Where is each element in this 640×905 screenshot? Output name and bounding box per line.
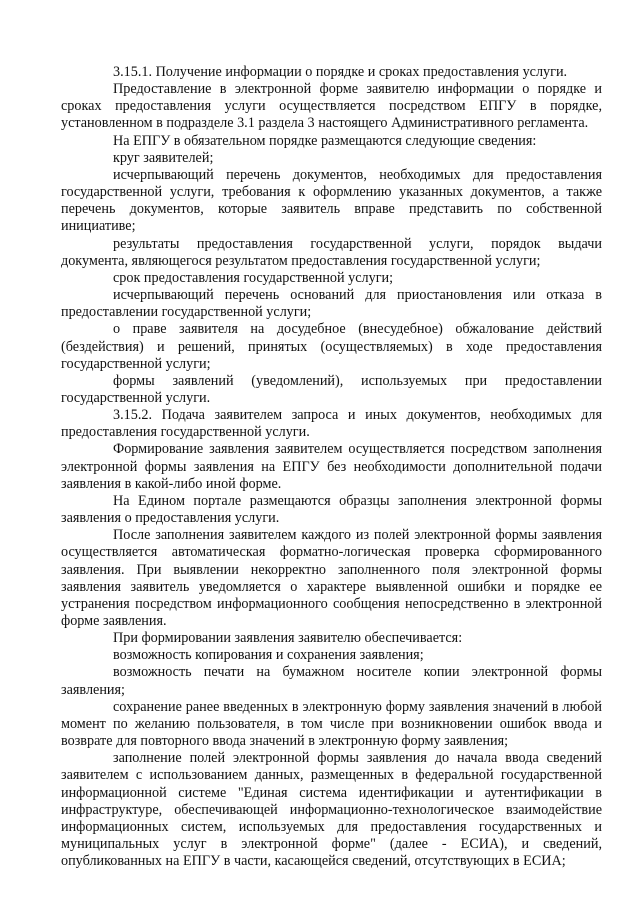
document-page (61, 64, 602, 870)
paragraph-epgu-info-list-intro: На ЕПГУ в обязательном порядке размещаются следующие сведения: (113, 132, 537, 149)
list-item-documents: исчерпывающий перечень документов, необходимых для предоставления государственной услуги, требования к оформлению указанных документов, а также перечень документов, которые заявитель вправе представить по собственной инициативе; (61, 166, 602, 235)
list-item-copy-save: возможность копирования и сохранения заявления; (113, 647, 424, 664)
paragraph-application-forming: Формирование заявления заявителем осуществляется посредством заполнения электронной формы заявления на ЕПГУ без необходимости дополнительной подачи заявления в какой-либо иной форме. (61, 441, 602, 492)
list-item-keep-values: сохранение ранее введенных в электронную форму заявления значений в любой момент по желанию пользователя, в том числе при возникновении ошибок ввода и возврате для повторного ввода значений в электронную форму заявления; (61, 698, 602, 750)
list-item-appeal-right: о праве заявителя на досудебное (внесудебное) обжалование действий (бездействия) и решений, принятых (осуществляемых) в ходе предоставления государственной услуги; (61, 321, 602, 372)
list-item-forms: формы заявлений (уведомлений), используемых при предоставлении государственной услуги. (61, 372, 602, 406)
list-item-results: результаты предоставления государственной услуги, порядок выдачи документа, являющегося результатом предоставления государственной услуги; (61, 235, 602, 269)
list-item-applicants: круг заявителей; (113, 149, 214, 166)
paragraph-validation: После заполнения заявителем каждого из полей электронной формы заявления осуществляется автоматическая форматно-логическая проверка сформированного заявления. При выявлении некорректно заполненного поля электронной формы заявления заявитель уведомляется о характере выявленной ошибки и порядке ее устранения посредством информационного сообщения непосредственно в электронной форме заявления. (61, 527, 602, 629)
list-item-print: возможность печати на бумажном носителе копии электронной формы заявления; (61, 664, 602, 698)
paragraph-provided-features-intro: При формировании заявления заявителю обеспечивается: (113, 630, 463, 647)
list-item-prefill-esia: заполнение полей электронной формы заявления до начала ввода сведений заявителем с использованием данных, размещенных в федеральной государственной информационной системе "Единая система идентификации и аутентификации в инфраструктуре, обеспечивающей информационно-технологическое взаимодействие информационных систем, используемых для предоставления государственных и муниципальных услуг в электронной форме" (далее - ЕСИА), и сведений, опубликованных на ЕПГУ в части, касающейся сведений, отсутствующих в ЕСИА; (61, 750, 602, 870)
paragraph-samples: На Едином портале размещаются образцы заполнения электронной формы заявления о предоставления услуги. (61, 492, 602, 527)
paragraph-info-provision: Предоставление в электронной форме заявителю информации о порядке и сроках предоставления услуги осуществляется посредством ЕПГУ в порядке, установленном в подразделе 3.1 раздела 3 настоящего Административного регламента. (61, 81, 602, 132)
list-item-term: срок предоставления государственной услуги; (113, 269, 394, 286)
paragraph-3-15-2-heading: 3.15.2. Подача заявителем запроса и иных документов, необходимых для предоставления государственной услуги. (61, 407, 602, 441)
paragraph-3-15-1-heading: 3.15.1. Получение информации о порядке и сроках предоставления услуги. (113, 64, 568, 80)
list-item-refusal-grounds: исчерпывающий перечень оснований для приостановления или отказа в предоставлении государственной услуги; (61, 287, 602, 321)
